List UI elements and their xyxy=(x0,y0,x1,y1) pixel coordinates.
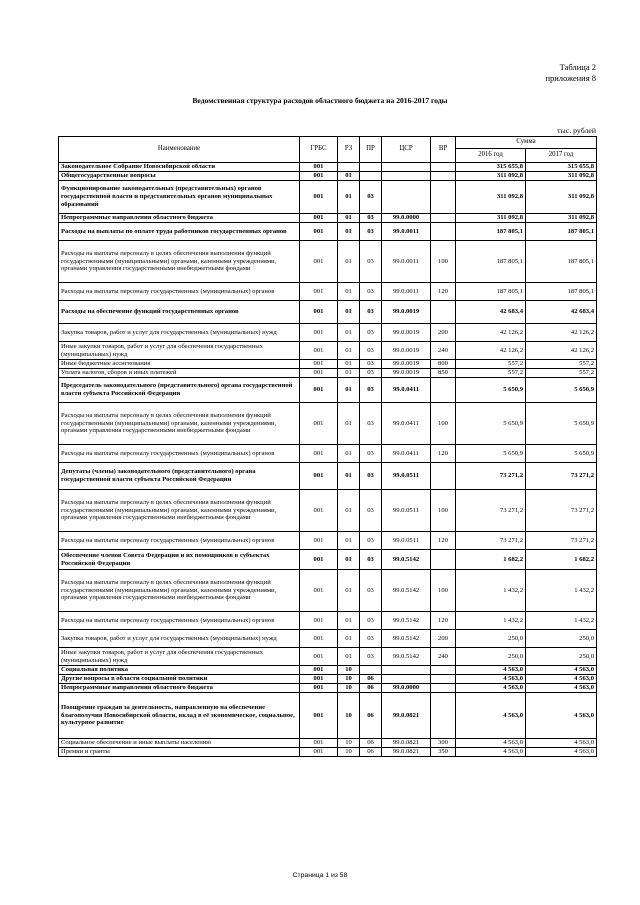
table-row xyxy=(59,283,597,301)
cell-csr: 99.0.0511 xyxy=(382,463,431,490)
table-row xyxy=(59,648,597,666)
cell-vr xyxy=(431,666,456,675)
cell-grbs: 001 xyxy=(300,748,338,757)
cell-y2017: 42 126,2 xyxy=(526,324,597,342)
cell-y2016: 187 805,1 xyxy=(456,283,526,301)
cell-y2016: 1 432,2 xyxy=(456,570,526,612)
cell-y2016: 5 650,9 xyxy=(456,403,526,445)
cell-grbs: 001 xyxy=(300,612,338,630)
cell-grbs: 001 xyxy=(300,532,338,550)
cell-csr: 99.0.5142 xyxy=(382,630,431,648)
cell-rz: 01 xyxy=(338,550,360,570)
cell-y2017: 73 271,2 xyxy=(526,463,597,490)
cell-pr xyxy=(360,172,382,181)
page-footer: Страница 1 из 58 xyxy=(292,872,348,879)
cell-rz: 01 xyxy=(338,301,360,324)
cell-pr: 03 xyxy=(360,181,382,214)
table-row xyxy=(59,666,597,675)
cell-name: Непрограммные направления областного бюджета xyxy=(59,214,300,223)
cell-y2017: 187 805,1 xyxy=(526,283,597,301)
cell-y2017: 42 683,4 xyxy=(526,301,597,324)
cell-y2016: 311 092,8 xyxy=(456,181,526,214)
cell-grbs: 001 xyxy=(300,693,338,739)
cell-y2017: 315 655,8 xyxy=(526,163,597,172)
cell-csr: 99.0.0011 xyxy=(382,223,431,241)
cell-rz: 01 xyxy=(338,490,360,532)
cell-pr: 03 xyxy=(360,301,382,324)
cell-y2017: 4 563,0 xyxy=(526,693,597,739)
units-label: тыс. рублей xyxy=(557,126,596,135)
cell-rz: 10 xyxy=(338,739,360,748)
cell-name: Другие вопросы в области социальной политики xyxy=(59,675,300,684)
cell-name: Председатель законодательного (представительного) органа государственной власти субъекта Российской Федерации xyxy=(59,378,300,403)
table-row xyxy=(59,445,597,463)
cell-grbs: 001 xyxy=(300,490,338,532)
cell-y2017: 311 092,8 xyxy=(526,172,597,181)
cell-rz: 01 xyxy=(338,403,360,445)
cell-name: Социальная политика xyxy=(59,666,300,675)
cell-y2016: 4 563,0 xyxy=(456,693,526,739)
cell-pr: 06 xyxy=(360,684,382,693)
cell-y2016: 315 655,8 xyxy=(456,163,526,172)
table-row xyxy=(59,675,597,684)
cell-rz: 01 xyxy=(338,532,360,550)
table-row xyxy=(59,214,597,223)
cell-y2017: 73 271,2 xyxy=(526,490,597,532)
cell-name: Иные бюджетные ассигнования xyxy=(59,360,300,369)
cell-rz xyxy=(338,163,360,172)
cell-vr xyxy=(431,463,456,490)
cell-rz: 01 xyxy=(338,324,360,342)
cell-y2017: 250,0 xyxy=(526,630,597,648)
col-header-2017: 2017 год xyxy=(526,149,597,163)
cell-csr: 99.0.0011 xyxy=(382,283,431,301)
table-row xyxy=(59,342,597,360)
cell-name: Поощрение граждан за деятельность, направленную на обеспечение благополучия Новосибирской области, вклад в её экономическое, социальное, культурное развитие xyxy=(59,693,300,739)
cell-y2016: 73 271,2 xyxy=(456,463,526,490)
cell-y2017: 250,0 xyxy=(526,648,597,666)
cell-vr xyxy=(431,378,456,403)
cell-vr: 240 xyxy=(431,648,456,666)
cell-name: Расходы на выплаты персоналу в целях обеспечения выполнения функций государственными (муниципальными) органами, казенными учреждениями, органами управления государственными внебюджетными фондами xyxy=(59,241,300,283)
col-header-csr: ЦСР xyxy=(382,137,431,163)
cell-rz: 01 xyxy=(338,570,360,612)
cell-pr: 03 xyxy=(360,550,382,570)
cell-vr: 100 xyxy=(431,570,456,612)
cell-y2016: 1 682,2 xyxy=(456,550,526,570)
cell-grbs: 001 xyxy=(300,403,338,445)
cell-pr: 03 xyxy=(360,532,382,550)
cell-pr: 03 xyxy=(360,445,382,463)
cell-y2017: 4 563,0 xyxy=(526,666,597,675)
cell-csr: 99.0.0511 xyxy=(382,532,431,550)
table-row xyxy=(59,463,597,490)
cell-y2016: 250,0 xyxy=(456,648,526,666)
cell-y2017: 5 650,9 xyxy=(526,445,597,463)
table-row xyxy=(59,172,597,181)
cell-pr: 03 xyxy=(360,403,382,445)
cell-pr: 03 xyxy=(360,342,382,360)
cell-csr xyxy=(382,181,431,214)
cell-vr xyxy=(431,693,456,739)
cell-y2016: 250,0 xyxy=(456,630,526,648)
cell-rz: 10 xyxy=(338,675,360,684)
table-row xyxy=(59,693,597,739)
cell-grbs: 001 xyxy=(300,369,338,378)
cell-csr: 99.0.5142 xyxy=(382,550,431,570)
cell-pr: 03 xyxy=(360,214,382,223)
cell-y2016: 73 271,2 xyxy=(456,490,526,532)
cell-name: Расходы на выплаты персоналу государственных (муниципальных) органов xyxy=(59,283,300,301)
document-title: Ведомственная структура расходов областного бюджета на 2016-2017 годы xyxy=(192,96,448,105)
table-row xyxy=(59,378,597,403)
cell-name: Расходы на выплаты персоналу в целях обеспечения выполнения функций государственными (муниципальными) органами, казенными учреждениями, органами управления государственными внебюджетными фондами xyxy=(59,570,300,612)
cell-y2017: 187 805,1 xyxy=(526,241,597,283)
cell-grbs: 001 xyxy=(300,360,338,369)
table-row xyxy=(59,324,597,342)
cell-csr xyxy=(382,666,431,675)
cell-rz: 10 xyxy=(338,666,360,675)
cell-y2017: 557,2 xyxy=(526,360,597,369)
cell-name: Социальное обеспечение и иные выплаты населению xyxy=(59,739,300,748)
cell-csr: 99.0.0411 xyxy=(382,445,431,463)
cell-name: Уплата налогов, сборов и иных платежей xyxy=(59,369,300,378)
cell-y2017: 4 563,0 xyxy=(526,684,597,693)
cell-y2016: 4 563,0 xyxy=(456,748,526,757)
cell-grbs: 001 xyxy=(300,324,338,342)
cell-y2017: 1 432,2 xyxy=(526,570,597,612)
cell-grbs: 001 xyxy=(300,181,338,214)
table-row xyxy=(59,684,597,693)
table-row xyxy=(59,369,597,378)
cell-pr: 03 xyxy=(360,490,382,532)
cell-y2016: 1 432,2 xyxy=(456,612,526,630)
cell-pr: 03 xyxy=(360,463,382,490)
cell-y2017: 4 563,0 xyxy=(526,739,597,748)
cell-vr: 800 xyxy=(431,360,456,369)
cell-csr: 99.0.0019 xyxy=(382,301,431,324)
cell-grbs: 001 xyxy=(300,666,338,675)
cell-y2016: 4 563,0 xyxy=(456,684,526,693)
cell-vr xyxy=(431,163,456,172)
table-row xyxy=(59,241,597,283)
col-header-rz: РЗ xyxy=(338,137,360,163)
cell-csr: 99.0.0000 xyxy=(382,214,431,223)
cell-y2016: 5 650,9 xyxy=(456,445,526,463)
cell-name: Расходы на выплаты персоналу государственных (муниципальных) органов xyxy=(59,612,300,630)
cell-csr: 99.0.0511 xyxy=(382,490,431,532)
cell-vr xyxy=(431,172,456,181)
cell-name: Закупка товаров, работ и услуг для государственных (муниципальных) нужд xyxy=(59,630,300,648)
col-header-vr: ВР xyxy=(431,137,456,163)
cell-vr: 120 xyxy=(431,283,456,301)
cell-rz: 10 xyxy=(338,684,360,693)
cell-rz: 01 xyxy=(338,463,360,490)
cell-csr: 99.0.0000 xyxy=(382,684,431,693)
cell-y2017: 1 682,2 xyxy=(526,550,597,570)
cell-pr xyxy=(360,163,382,172)
cell-y2017: 5 650,9 xyxy=(526,378,597,403)
cell-pr: 03 xyxy=(360,570,382,612)
cell-csr: 99.0.5142 xyxy=(382,648,431,666)
cell-grbs: 001 xyxy=(300,283,338,301)
cell-name: Расходы на выплаты по оплате труда работников государственных органов xyxy=(59,223,300,241)
cell-csr: 99.0.0019 xyxy=(382,360,431,369)
col-header-pr: ПР xyxy=(360,137,382,163)
cell-y2016: 311 092,8 xyxy=(456,172,526,181)
cell-name: Законодательное Собрание Новосибирской области xyxy=(59,163,300,172)
cell-rz: 01 xyxy=(338,648,360,666)
cell-y2016: 4 563,0 xyxy=(456,675,526,684)
cell-pr: 06 xyxy=(360,675,382,684)
cell-grbs: 001 xyxy=(300,172,338,181)
cell-rz: 01 xyxy=(338,342,360,360)
cell-rz: 10 xyxy=(338,693,360,739)
table-row xyxy=(59,532,597,550)
cell-pr xyxy=(360,666,382,675)
cell-vr: 850 xyxy=(431,369,456,378)
cell-pr: 06 xyxy=(360,739,382,748)
table-row xyxy=(59,403,597,445)
cell-y2016: 557,2 xyxy=(456,369,526,378)
cell-rz: 01 xyxy=(338,214,360,223)
cell-vr xyxy=(431,684,456,693)
cell-name: Премии и гранты xyxy=(59,748,300,757)
cell-pr: 03 xyxy=(360,648,382,666)
cell-pr: 06 xyxy=(360,693,382,739)
cell-grbs: 001 xyxy=(300,342,338,360)
cell-y2017: 311 092,8 xyxy=(526,214,597,223)
cell-vr xyxy=(431,675,456,684)
col-header-sum: Сумма xyxy=(456,137,597,149)
cell-pr: 03 xyxy=(360,630,382,648)
cell-y2017: 187 805,1 xyxy=(526,223,597,241)
cell-vr: 100 xyxy=(431,490,456,532)
cell-vr xyxy=(431,223,456,241)
cell-name: Расходы на выплаты персоналу в целях обеспечения выполнения функций государственными (муниципальными) органами, казенными учреждениями, органами управления государственными внебюджетными фондами xyxy=(59,403,300,445)
cell-grbs: 001 xyxy=(300,684,338,693)
cell-name: Общегосударственные вопросы xyxy=(59,172,300,181)
col-header-name: Наименование xyxy=(59,137,300,163)
cell-vr xyxy=(431,301,456,324)
table-number: Таблица 2 xyxy=(559,62,596,72)
cell-rz: 10 xyxy=(338,748,360,757)
cell-csr: 99.0.0821 xyxy=(382,748,431,757)
cell-vr: 200 xyxy=(431,630,456,648)
cell-grbs: 001 xyxy=(300,214,338,223)
table-row xyxy=(59,181,597,214)
cell-rz: 01 xyxy=(338,445,360,463)
cell-y2017: 4 563,0 xyxy=(526,748,597,757)
cell-pr: 03 xyxy=(360,369,382,378)
cell-vr xyxy=(431,550,456,570)
cell-name: Закупка товаров, работ и услуг для государственных (муниципальных) нужд xyxy=(59,324,300,342)
table-row xyxy=(59,163,597,172)
cell-grbs: 001 xyxy=(300,241,338,283)
cell-y2016: 5 650,9 xyxy=(456,378,526,403)
cell-y2017: 4 563,0 xyxy=(526,675,597,684)
cell-grbs: 001 xyxy=(300,163,338,172)
cell-name: Расходы на выплаты персоналу государственных (муниципальных) органов xyxy=(59,445,300,463)
cell-grbs: 001 xyxy=(300,445,338,463)
cell-pr: 03 xyxy=(360,612,382,630)
cell-vr: 350 xyxy=(431,748,456,757)
cell-grbs: 001 xyxy=(300,675,338,684)
table-row xyxy=(59,748,597,757)
cell-csr: 99.0.0411 xyxy=(382,378,431,403)
cell-y2016: 4 563,0 xyxy=(456,739,526,748)
cell-rz: 01 xyxy=(338,241,360,283)
cell-csr xyxy=(382,172,431,181)
cell-pr: 03 xyxy=(360,360,382,369)
col-header-grbs: ГРБС xyxy=(300,137,338,163)
cell-y2016: 557,2 xyxy=(456,360,526,369)
cell-csr: 99.0.5142 xyxy=(382,570,431,612)
cell-y2016: 42 683,4 xyxy=(456,301,526,324)
cell-pr: 06 xyxy=(360,748,382,757)
cell-rz: 01 xyxy=(338,612,360,630)
cell-csr xyxy=(382,163,431,172)
budget-table xyxy=(58,136,597,757)
table-row xyxy=(59,612,597,630)
cell-grbs: 001 xyxy=(300,301,338,324)
cell-pr: 03 xyxy=(360,223,382,241)
cell-y2016: 73 271,2 xyxy=(456,532,526,550)
cell-rz: 01 xyxy=(338,181,360,214)
cell-rz: 01 xyxy=(338,630,360,648)
cell-csr: 99.0.0821 xyxy=(382,693,431,739)
cell-csr: 99.0.0019 xyxy=(382,324,431,342)
table-row xyxy=(59,223,597,241)
cell-grbs: 001 xyxy=(300,739,338,748)
cell-vr: 100 xyxy=(431,403,456,445)
cell-y2017: 73 271,2 xyxy=(526,532,597,550)
cell-pr: 03 xyxy=(360,241,382,283)
cell-vr: 100 xyxy=(431,241,456,283)
cell-name: Депутаты (члены) законодательного (представительного) органа государственной власти субъекта Российской Федерации xyxy=(59,463,300,490)
cell-y2017: 42 126,2 xyxy=(526,342,597,360)
cell-y2016: 42 126,2 xyxy=(456,342,526,360)
cell-rz: 01 xyxy=(338,172,360,181)
cell-y2017: 311 092,8 xyxy=(526,181,597,214)
cell-y2016: 187 805,1 xyxy=(456,241,526,283)
cell-pr: 03 xyxy=(360,283,382,301)
table-row xyxy=(59,360,597,369)
cell-csr: 99.0.0019 xyxy=(382,369,431,378)
budget-table-body xyxy=(59,163,597,757)
cell-grbs: 001 xyxy=(300,550,338,570)
table-row xyxy=(59,739,597,748)
cell-y2016: 187 805,1 xyxy=(456,223,526,241)
cell-vr xyxy=(431,181,456,214)
cell-pr: 03 xyxy=(360,324,382,342)
cell-grbs: 001 xyxy=(300,570,338,612)
table-row xyxy=(59,550,597,570)
table-row xyxy=(59,301,597,324)
cell-vr: 120 xyxy=(431,445,456,463)
cell-grbs: 001 xyxy=(300,630,338,648)
cell-grbs: 001 xyxy=(300,378,338,403)
cell-csr: 99.0.0411 xyxy=(382,403,431,445)
appendix-number: приложения 8 xyxy=(545,73,596,83)
cell-vr: 300 xyxy=(431,739,456,748)
cell-rz: 01 xyxy=(338,283,360,301)
cell-name: Непрограммные направления областного бюджета xyxy=(59,684,300,693)
cell-csr: 99.0.0011 xyxy=(382,241,431,283)
cell-rz: 01 xyxy=(338,369,360,378)
cell-y2017: 557,2 xyxy=(526,369,597,378)
cell-pr: 03 xyxy=(360,378,382,403)
cell-csr: 99.0.0821 xyxy=(382,739,431,748)
cell-vr: 120 xyxy=(431,532,456,550)
table-row xyxy=(59,490,597,532)
cell-vr xyxy=(431,214,456,223)
cell-csr xyxy=(382,675,431,684)
cell-name: Иные закупки товаров, работ и услуг для обеспечения государственных (муниципальных) нужд xyxy=(59,648,300,666)
cell-rz: 01 xyxy=(338,360,360,369)
cell-vr: 200 xyxy=(431,324,456,342)
col-header-2016: 2016 год xyxy=(456,149,526,163)
cell-name: Расходы на обеспечение функций государственных органов xyxy=(59,301,300,324)
cell-name: Расходы на выплаты персоналу в целях обеспечения выполнения функций государственными (муниципальными) органами, казенными учреждениями, органами управления государственными внебюджетными фондами xyxy=(59,490,300,532)
cell-vr: 240 xyxy=(431,342,456,360)
cell-y2016: 4 563,0 xyxy=(456,666,526,675)
cell-name: Обеспечение членов Совета Федерации и их помощников в субъектах Российской Федерации xyxy=(59,550,300,570)
cell-y2016: 311 092,8 xyxy=(456,214,526,223)
cell-csr: 99.0.5142 xyxy=(382,612,431,630)
cell-rz: 01 xyxy=(338,378,360,403)
cell-name: Иные закупки товаров, работ и услуг для обеспечения государственных (муниципальных) нужд xyxy=(59,342,300,360)
cell-y2016: 42 126,2 xyxy=(456,324,526,342)
cell-grbs: 001 xyxy=(300,648,338,666)
cell-y2017: 5 650,9 xyxy=(526,403,597,445)
cell-vr: 120 xyxy=(431,612,456,630)
table-row xyxy=(59,570,597,612)
cell-rz: 01 xyxy=(338,223,360,241)
cell-grbs: 001 xyxy=(300,463,338,490)
table-row xyxy=(59,630,597,648)
cell-grbs: 001 xyxy=(300,223,338,241)
cell-name: Функционирование законодательных (представительных) органов государственной власти и представительных органов муниципальных образований xyxy=(59,181,300,214)
cell-csr: 99.0.0019 xyxy=(382,342,431,360)
cell-name: Расходы на выплаты персоналу государственных (муниципальных) органов xyxy=(59,532,300,550)
cell-y2017: 1 432,2 xyxy=(526,612,597,630)
